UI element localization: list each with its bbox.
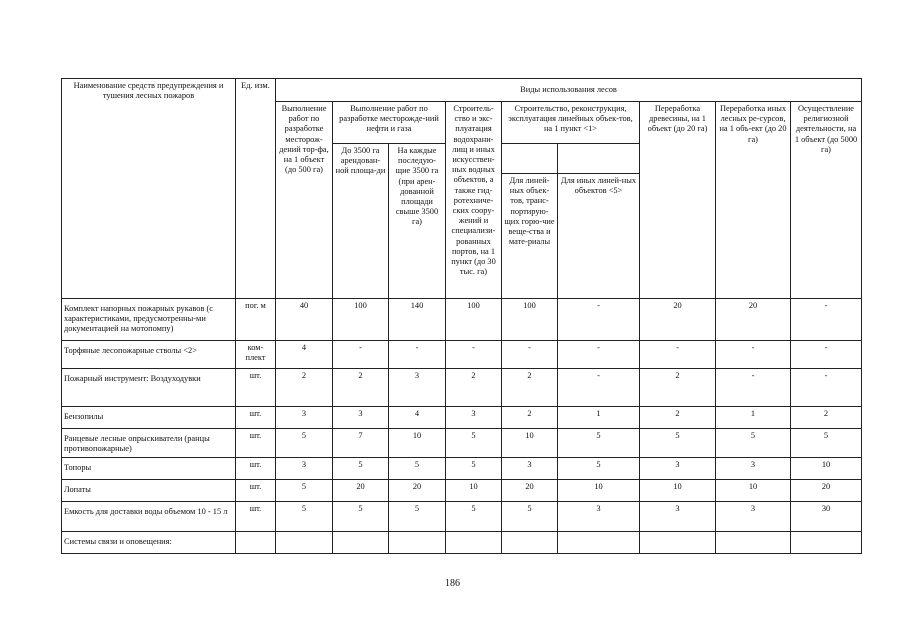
- row-unit: [236, 532, 276, 554]
- table-cell: -: [502, 341, 558, 369]
- table-cell: 140: [389, 299, 446, 341]
- row-unit: шт.: [236, 502, 276, 532]
- table-cell: [640, 532, 716, 554]
- row-name: Лопаты: [62, 480, 236, 502]
- table-cell: -: [558, 299, 640, 341]
- table-cell: [716, 532, 791, 554]
- table-cell: 20: [333, 480, 389, 502]
- table-cell: 2: [640, 369, 716, 407]
- table-cell: 2: [791, 407, 862, 429]
- header-name: Наименование средств предупреждения и тушения лесных пожаров: [62, 79, 236, 299]
- header-oilgas: Выполнение работ по разработке месторожде-ний нефти и газа: [333, 102, 446, 144]
- table-cell: [446, 532, 502, 554]
- page-number: 186: [445, 578, 460, 589]
- table-cell: -: [558, 341, 640, 369]
- table-cell: -: [716, 369, 791, 407]
- table-cell: 2: [333, 369, 389, 407]
- header-linear-a: Для линей-ных объек-тов, транс-портирую-щих горю-чие веще-ства и мате-риалы: [502, 174, 558, 299]
- table-cell: -: [558, 369, 640, 407]
- row-unit: шт.: [236, 480, 276, 502]
- header-religion: Осуществление религиозной деятельности, на 1 объект (до 5000 га): [791, 102, 862, 299]
- header-water: Строитель-ство и экс-плуатация водохрани-лищ и иных искусствен-ных водных объектов, а также гид-ротехниче-ских соору-жений и специализи-рованных портов, на 1 пункт (до 30 тыс. га): [446, 102, 502, 299]
- row-unit: ком-плект: [236, 341, 276, 369]
- header-other: Переработка иных лесных ре-сурсов, на 1 объ-ект (до 20 га): [716, 102, 791, 299]
- row-name: Емкость для доставки воды объемом 10 - 15 л: [62, 502, 236, 532]
- table-cell: 3: [558, 502, 640, 532]
- header-wood: Переработка древесины, на 1 объект (до 20 га): [640, 102, 716, 299]
- table-cell: 5: [389, 458, 446, 480]
- row-name: Пожарный инструмент: Воздуходувки: [62, 369, 236, 407]
- row-unit: шт.: [236, 429, 276, 458]
- table-cell: 100: [446, 299, 502, 341]
- table-cell: 3: [716, 458, 791, 480]
- row-name: Топоры: [62, 458, 236, 480]
- header-linear: Строительство, реконструкция, эксплуатация линейных объек-тов, на 1 пункт <1>: [502, 102, 640, 144]
- table-cell: 1: [716, 407, 791, 429]
- table-cell: [389, 532, 446, 554]
- table-cell: 20: [502, 480, 558, 502]
- table-cell: 10: [716, 480, 791, 502]
- table-row: [62, 341, 862, 369]
- table-cell: 3: [640, 458, 716, 480]
- table-cell: 2: [640, 407, 716, 429]
- table-cell: -: [389, 341, 446, 369]
- table-cell: 5: [276, 480, 333, 502]
- table-row: [62, 299, 862, 341]
- table-cell: -: [446, 341, 502, 369]
- table-cell: 10: [558, 480, 640, 502]
- table-cell: 2: [502, 407, 558, 429]
- table-cell: 3: [502, 458, 558, 480]
- row-name: Бензопилы: [62, 407, 236, 429]
- table-cell: 20: [389, 480, 446, 502]
- table-cell: 3: [446, 407, 502, 429]
- row-name: Системы связи и оповещения:: [62, 532, 236, 554]
- table-cell: -: [716, 341, 791, 369]
- table-cell: 100: [333, 299, 389, 341]
- table-row: [62, 458, 862, 480]
- fire-equipment-table: [61, 78, 862, 554]
- table-cell: 5: [791, 429, 862, 458]
- table-cell: 10: [446, 480, 502, 502]
- table-row: [62, 480, 862, 502]
- row-unit: пог. м: [236, 299, 276, 341]
- table-row: [62, 502, 862, 532]
- row-unit: шт.: [236, 369, 276, 407]
- table-cell: 2: [502, 369, 558, 407]
- table-row: [62, 429, 862, 458]
- table-cell: 3: [276, 407, 333, 429]
- table-cell: 5: [446, 502, 502, 532]
- table-cell: 1: [558, 407, 640, 429]
- row-unit: шт.: [236, 458, 276, 480]
- table-cell: -: [640, 341, 716, 369]
- table-cell: 2: [276, 369, 333, 407]
- table-cell: 5: [333, 502, 389, 532]
- table-cell: -: [791, 299, 862, 341]
- table-cell: 7: [333, 429, 389, 458]
- table-cell: 10: [791, 458, 862, 480]
- table-cell: 20: [716, 299, 791, 341]
- table-cell: 3: [716, 502, 791, 532]
- table-cell: 5: [446, 458, 502, 480]
- table-cell: 3: [333, 407, 389, 429]
- table-cell: 5: [276, 429, 333, 458]
- table-cell: -: [791, 369, 862, 407]
- table-cell: 10: [389, 429, 446, 458]
- header-unit: Ед. изм.: [236, 79, 276, 299]
- table-cell: [333, 532, 389, 554]
- table-cell: [558, 532, 640, 554]
- table-cell: 40: [276, 299, 333, 341]
- table-cell: 20: [640, 299, 716, 341]
- row-name: Ранцевые лесные опрыскиватели (ранцы противопожарные): [62, 429, 236, 458]
- table-cell: 5: [276, 502, 333, 532]
- table-cell: 5: [389, 502, 446, 532]
- header-group: Виды использования лесов: [276, 79, 862, 102]
- row-name: Торфяные лесопожарные стволы <2>: [62, 341, 236, 369]
- table-cell: 10: [640, 480, 716, 502]
- table-cell: 20: [791, 480, 862, 502]
- table-cell: [791, 532, 862, 554]
- table-cell: 4: [389, 407, 446, 429]
- table-cell: 5: [716, 429, 791, 458]
- table-cell: 30: [791, 502, 862, 532]
- table-cell: 5: [558, 429, 640, 458]
- table-row: [62, 407, 862, 429]
- table-cell: 5: [502, 502, 558, 532]
- table-cell: [276, 532, 333, 554]
- header-peat: Выполнение работ по разработке месторож-дений тор-фа, на 1 объект (до 500 га): [276, 102, 333, 299]
- table-cell: -: [791, 341, 862, 369]
- table-cell: 3: [389, 369, 446, 407]
- table-cell: 3: [640, 502, 716, 532]
- table-cell: 3: [276, 458, 333, 480]
- header-spacer-b: [558, 144, 640, 174]
- table-cell: 5: [558, 458, 640, 480]
- table-cell: 2: [446, 369, 502, 407]
- header-oilgas-a: До 3500 га арендован-ной площа-ди: [333, 144, 389, 299]
- table-cell: [502, 532, 558, 554]
- table-cell: 4: [276, 341, 333, 369]
- table-row: [62, 369, 862, 407]
- row-name: Комплект напорных пожарных рукавов (с характеристиками, предусмотренны-ми документацией на мотопомпу): [62, 299, 236, 341]
- table-cell: 10: [502, 429, 558, 458]
- table-cell: 5: [640, 429, 716, 458]
- table-cell: 5: [446, 429, 502, 458]
- header-spacer-a: [502, 144, 558, 174]
- table-row: [62, 532, 862, 554]
- row-unit: шт.: [236, 407, 276, 429]
- table-cell: 5: [333, 458, 389, 480]
- header-linear-b: Для иных линей-ных объектов <5>: [558, 174, 640, 299]
- table-cell: 100: [502, 299, 558, 341]
- table-cell: -: [333, 341, 389, 369]
- header-oilgas-b: На каждые последую-щие 3500 га (при арен-дованной площади свыше 3500 га): [389, 144, 446, 299]
